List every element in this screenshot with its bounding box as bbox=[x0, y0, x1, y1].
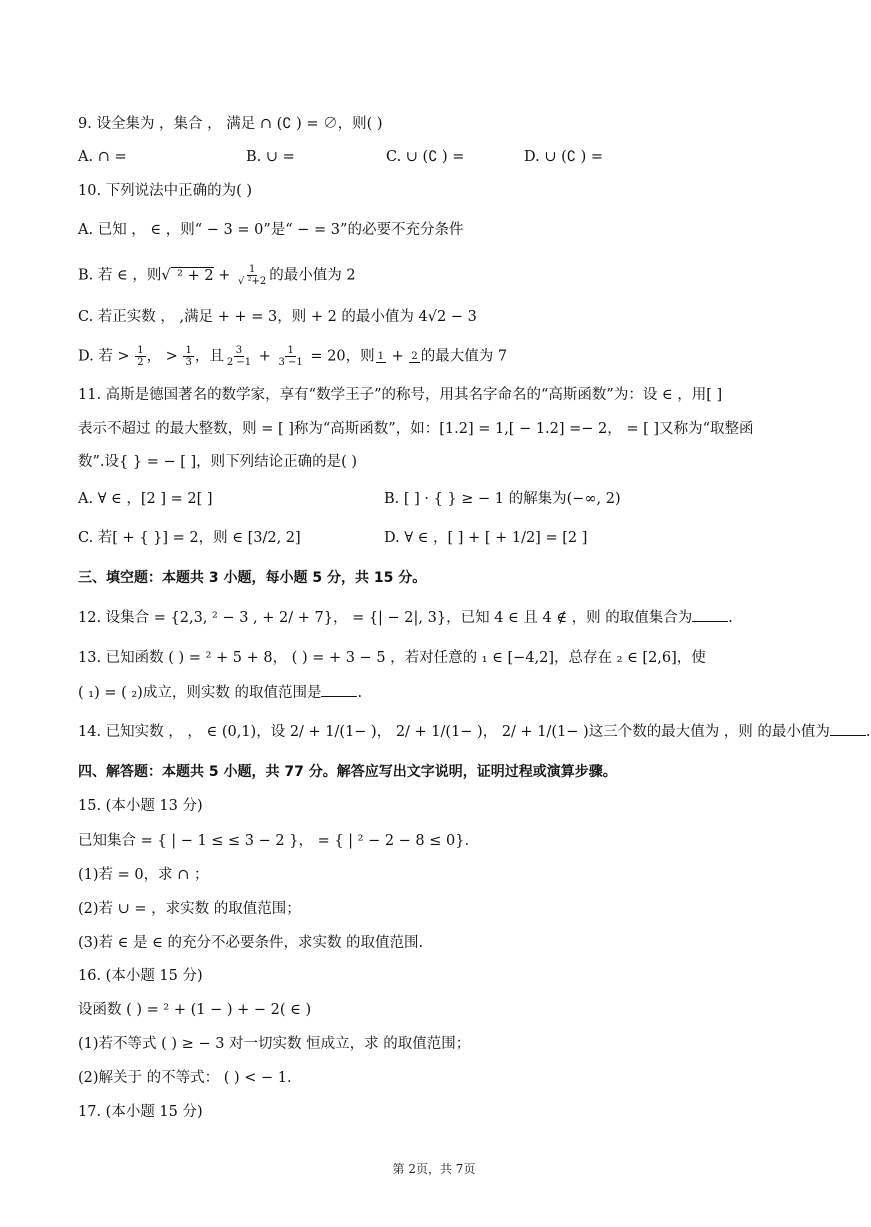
q11-option-d: D. ∀ ∈ ，[ ] + [ + 1/2] = [2 ] bbox=[384, 530, 588, 546]
q11-line1: 11. 高斯是德国著名的数学家，享有“数学王子”的称号，用其名字命名的“高斯函数”为：设 ∈ ，用[ ] bbox=[78, 387, 723, 403]
q10-d-frac6-num: 2 bbox=[411, 350, 418, 362]
q10-d-mid2: ，且 bbox=[194, 348, 224, 365]
q10-d-plus2: + bbox=[387, 348, 409, 365]
q10-d-frac2 bbox=[183, 345, 193, 368]
q11-line3: 数”.设{ } = − [ ]，则下列结论正确的是( ) bbox=[78, 454, 358, 470]
q9-option-d: D. ∪ (∁ ) = bbox=[524, 149, 603, 165]
q10-d-plus: + bbox=[254, 348, 276, 365]
q14-text: 14. 已知实数 ， ， ∈ (0,1)，设 2/ + 1/(1− )， 2/ + 1/(1− )， 2/ + 1/(1− )这三个数的最大值为 ，则 的最小值为 . bbox=[78, 721, 871, 742]
q13-line2: ( ₁) = ( ₂)成立，则实数 的取值范围是 . bbox=[78, 682, 362, 703]
q10-d-frac1-num: 1 bbox=[137, 345, 144, 356]
q10-d-frac4-num: 1 bbox=[287, 345, 294, 356]
q10-d-frac1-den: 2 bbox=[137, 357, 144, 368]
q13-answer-blank[interactable] bbox=[321, 682, 357, 697]
q10-d-mid1: ， > bbox=[146, 348, 183, 365]
q10-d-frac1 bbox=[135, 345, 145, 368]
q14-stem: 14. 已知实数 ， ， ∈ (0,1)，设 2/ + 1/(1− )， 2/ + 1/(1− )， 2/ + 1/(1− )这三个数的最大值为 ，则 的最小值为 bbox=[78, 724, 830, 740]
q10-d-frac4 bbox=[277, 345, 305, 368]
q10-option-a: A. 已知 ， ∈ ，则“ − 3 = 0”是“ − = 3”的必要不充分条件 bbox=[78, 222, 464, 238]
q10-b-frac-den: √ ²+2 bbox=[237, 276, 267, 287]
q11-line2: 表示不超过 的最大整数，则 = [ ]称为“高斯函数”，如：[1.2] = 1,[ − 1.2] =− 2， = [ ]又称为“取整函 bbox=[78, 421, 754, 437]
q10-d-frac3-den: 2 −1 bbox=[226, 357, 252, 368]
q11-c-interval: [3/2, 2] bbox=[247, 530, 301, 546]
q10-option-b bbox=[78, 264, 356, 287]
q15-part3: (3)若 ∈ 是 ∈ 的充分不必要条件，求实数 的取值范围. bbox=[78, 935, 424, 951]
q15-head: 15. (本小题 13 分) bbox=[78, 798, 203, 814]
q11-c-prefix: C. 若[ + { }] = 2，则 ∈ bbox=[78, 530, 248, 546]
q11-option-c bbox=[78, 528, 301, 548]
q10-d-frac3 bbox=[225, 345, 253, 368]
q10-b-fraction bbox=[236, 264, 268, 287]
q10-option-c: C. 若正实数 ， ,满足 + + = 3，则 + 2 的最小值为 4√2 − 3 bbox=[78, 309, 477, 325]
q9-option-a: A. ∩ = bbox=[78, 149, 127, 165]
q10-b-plus: + bbox=[213, 267, 235, 284]
q10-b-radicand: ² + 2 bbox=[172, 267, 214, 284]
q17-head: 17. (本小题 15 分) bbox=[78, 1104, 203, 1120]
q11-option-b: B. [ ] · { } ≥ − 1 的解集为(−∞, 2) bbox=[384, 491, 621, 507]
q10-d-frac2-num: 1 bbox=[185, 345, 192, 356]
q10-d-frac5-num: 1 bbox=[377, 350, 384, 362]
section-fill-in-heading: 三、填空题：本题共 3 小题，每小题 5 分，共 15 分。 bbox=[78, 570, 427, 586]
q9-option-c: C. ∪ (∁ ) = bbox=[386, 149, 465, 165]
q13-stem: ( ₁) = ( ₂)成立，则实数 的取值范围是 bbox=[78, 685, 322, 701]
q14-answer-blank[interactable] bbox=[830, 721, 866, 736]
q10-d-frac5 bbox=[376, 351, 386, 363]
q15-given: 已知集合 = { | − 1 ≤ ≤ 3 − 2 }， = { | ² − 2 − 8 ≤ 0}. bbox=[78, 833, 470, 849]
q10-d-frac3-num: 3 bbox=[235, 345, 243, 356]
q15-part2: (2)若 ∪ = ，求实数 的取值范围； bbox=[78, 901, 301, 917]
q10-d-frac2-den: 3 bbox=[185, 357, 192, 368]
q12-stem: 12. 设集合 = {2,3, ² − 3 , + 2/ + 7}， = {| − 2|, 3}，已知 4 ∈ 且 4 ∉ ，则 的取值集合为 bbox=[78, 610, 693, 626]
q10-d-mid3: = 20，则 bbox=[305, 348, 375, 365]
q9-stem: 9. 设全集为 ，集合 ， 满足 ∩ (∁ ) = ∅，则( ) bbox=[78, 116, 383, 132]
q10-d-frac6 bbox=[409, 351, 419, 363]
page-footer: 第 2页，共 7页 bbox=[392, 1162, 476, 1176]
q16-part1: (1)若不等式 ( ) ≥ − 3 对一切实数 恒成立，求 的取值范围； bbox=[78, 1036, 471, 1052]
q11-option-a: A. ∀ ∈ ，[2 ] = 2[ ] bbox=[78, 491, 213, 507]
q13-line1: 13. 已知函数 ( ) = ² + 5 + 8， ( ) = + 3 − 5 ，若对任意的 ₁ ∈ [−4,2]，总存在 ₂ ∈ [2,6]，使 bbox=[78, 650, 706, 666]
q9-option-b: B. ∪ = bbox=[246, 149, 295, 165]
q10-b-suffix: 的最小值为 2 bbox=[269, 267, 356, 284]
q10-option-d bbox=[78, 345, 507, 368]
q16-head: 16. (本小题 15 分) bbox=[78, 968, 203, 984]
q16-part2: (2)解关于 的不等式： ( ) < − 1. bbox=[78, 1070, 292, 1086]
q10-d-frac4-den: 3 −1 bbox=[278, 357, 303, 368]
q15-part1: (1)若 = 0，求 ∩ ； bbox=[78, 867, 209, 883]
q12-answer-blank[interactable] bbox=[692, 607, 728, 622]
q16-given: 设函数 ( ) = ² + (1 − ) + − 2( ∈ ) bbox=[78, 1002, 312, 1018]
q10-d-suffix: 的最大值为 7 bbox=[420, 348, 508, 365]
section-answer-heading: 四、解答题：本题共 5 小题，共 77 分。解答应写出文字说明，证明过程或演算步骤。 bbox=[78, 764, 617, 780]
q10-stem: 10. 下列说法中正确的为( ) bbox=[78, 183, 253, 199]
q12-text: 12. 设集合 = {2,3, ² − 3 , + 2/ + 7}， = {| − 2|, 3}，已知 4 ∈ 且 4 ∉ ，则 的取值集合为 . bbox=[78, 607, 733, 628]
q10-d-prefix: D. 若 > bbox=[78, 348, 135, 365]
q10-b-frac-num: 1 bbox=[248, 264, 256, 275]
q10-b-prefix: B. 若 ∈ ，则√ bbox=[78, 267, 171, 284]
